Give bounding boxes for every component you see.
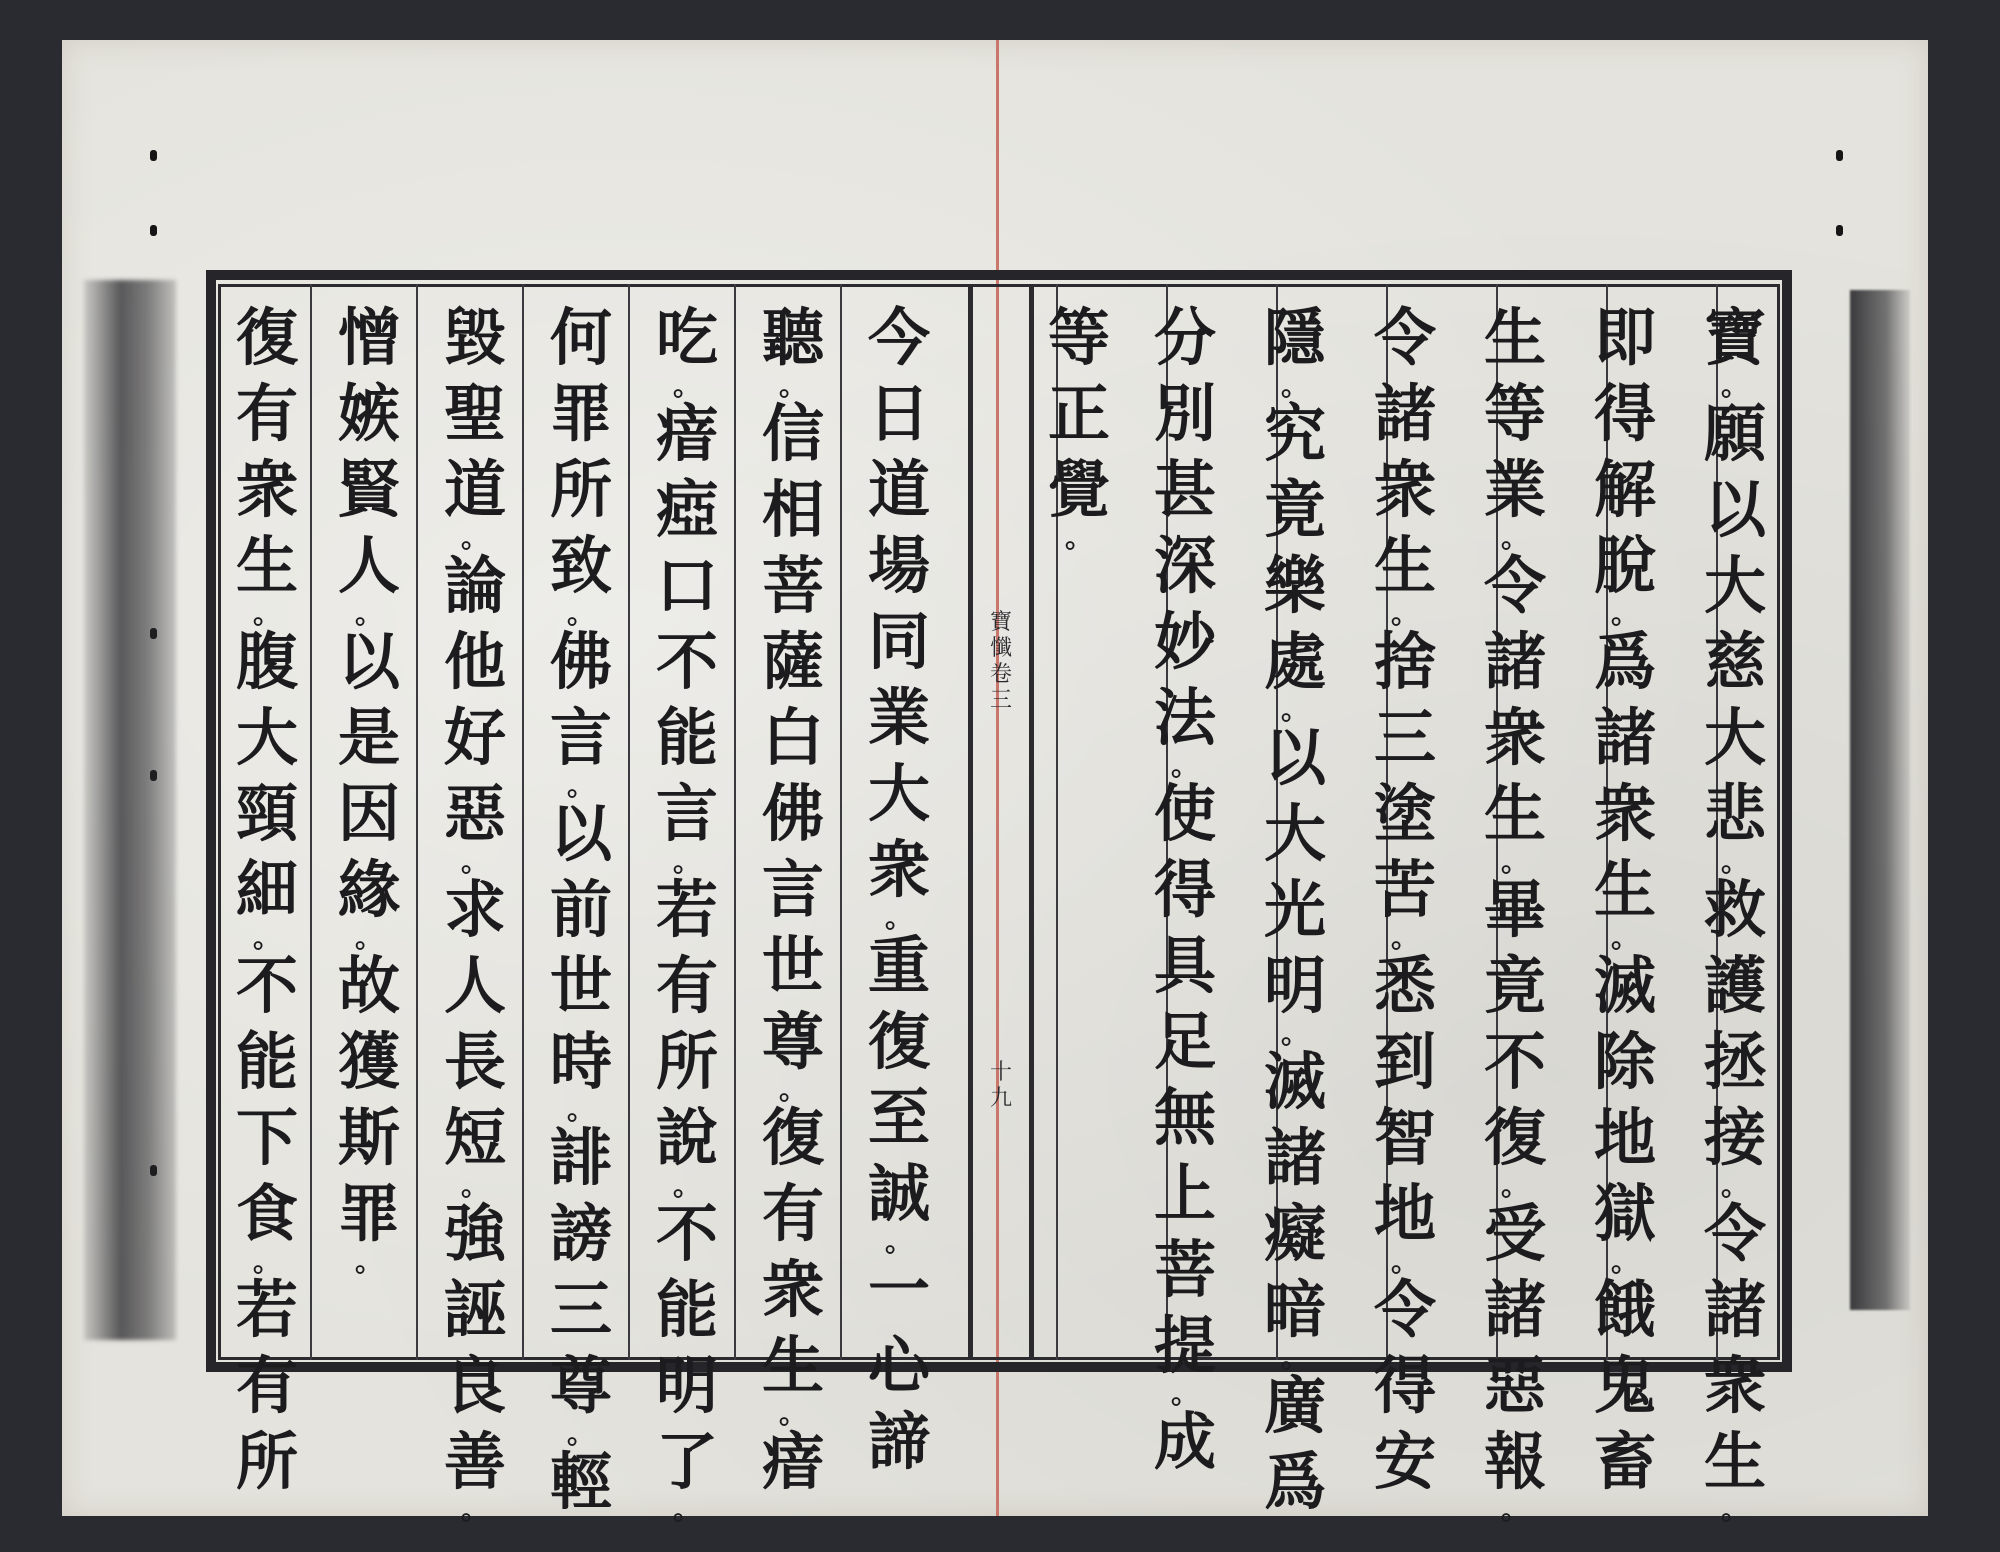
text-column: 今 日 道 場 同 業 大 衆 。 重 復 至 誠 。 一 心 諦 xyxy=(867,301,930,1478)
column-rule xyxy=(416,284,418,1360)
ink-smudge-right xyxy=(1850,290,1910,1310)
ink-smudge-left xyxy=(84,280,176,1340)
column-rule xyxy=(310,284,312,1360)
binding-hole xyxy=(1836,150,1843,161)
text-column: 令 諸 衆 生 。 捨 三 塗 苦 。 悉 到 智 地 。 令 得 安 xyxy=(1373,301,1436,1498)
text-column: 聽 。 信 相 菩 薩 白 佛 言 世 尊 。 復 有 衆 生 。 瘖 xyxy=(761,301,824,1498)
text-column: 等 正 覺 。 xyxy=(1047,301,1110,554)
fold-page-number: 十 九 xyxy=(989,1060,1012,1111)
text-column: 毀 聖 道 。 論 他 好 惡 。 求 人 長 短 。 強 誣 良 善 。 xyxy=(443,301,506,1526)
column-rule xyxy=(840,284,842,1360)
column-rule xyxy=(522,284,524,1360)
text-column: 寶 。 願 以 大 慈 大 悲 。 救 護 拯 接 。 令 諸 衆 生 。 xyxy=(1703,301,1766,1526)
text-column: 憎 嫉 賢 人 。 以 是 因 緣 。 故 獲 斯 罪 。 xyxy=(337,301,400,1278)
text-column: 隱 。 究 竟 樂 處 。 以 大 光 明 。 滅 諸 癡 暗 。 廣 爲 xyxy=(1263,301,1326,1518)
column-rule xyxy=(628,284,630,1360)
fold-centre-strip xyxy=(968,284,1034,1360)
column-rule xyxy=(734,284,736,1360)
fold-title: 寶 懺 卷 三 xyxy=(989,610,1012,713)
text-column: 分 別 甚 深 妙 法 。 使 得 具 足 無 上 菩 提 。 成 xyxy=(1153,301,1216,1478)
binding-hole xyxy=(150,225,157,236)
text-column: 吃 。 瘖 瘂 口 不 能 言 。 若 有 所 說 。 不 能 明 了 。 xyxy=(655,301,718,1526)
binding-hole xyxy=(150,150,157,161)
binding-hole xyxy=(1836,225,1843,236)
text-column: 何 罪 所 致 。 佛 言 。 以 前 世 時 。 誹 謗 三 尊 。 輕 xyxy=(549,301,612,1518)
text-column: 生 等 業 。 令 諸 衆 生 。 畢 竟 不 復 。 受 諸 惡 報 。 xyxy=(1483,301,1546,1526)
text-column: 復 有 衆 生 。 腹 大 頸 細 。 不 能 下 食 。 若 有 所 xyxy=(235,301,298,1498)
text-column: 即 得 解 脫 。 爲 諸 衆 生 。 滅 除 地 獄 。 餓 鬼 畜 xyxy=(1593,301,1656,1498)
